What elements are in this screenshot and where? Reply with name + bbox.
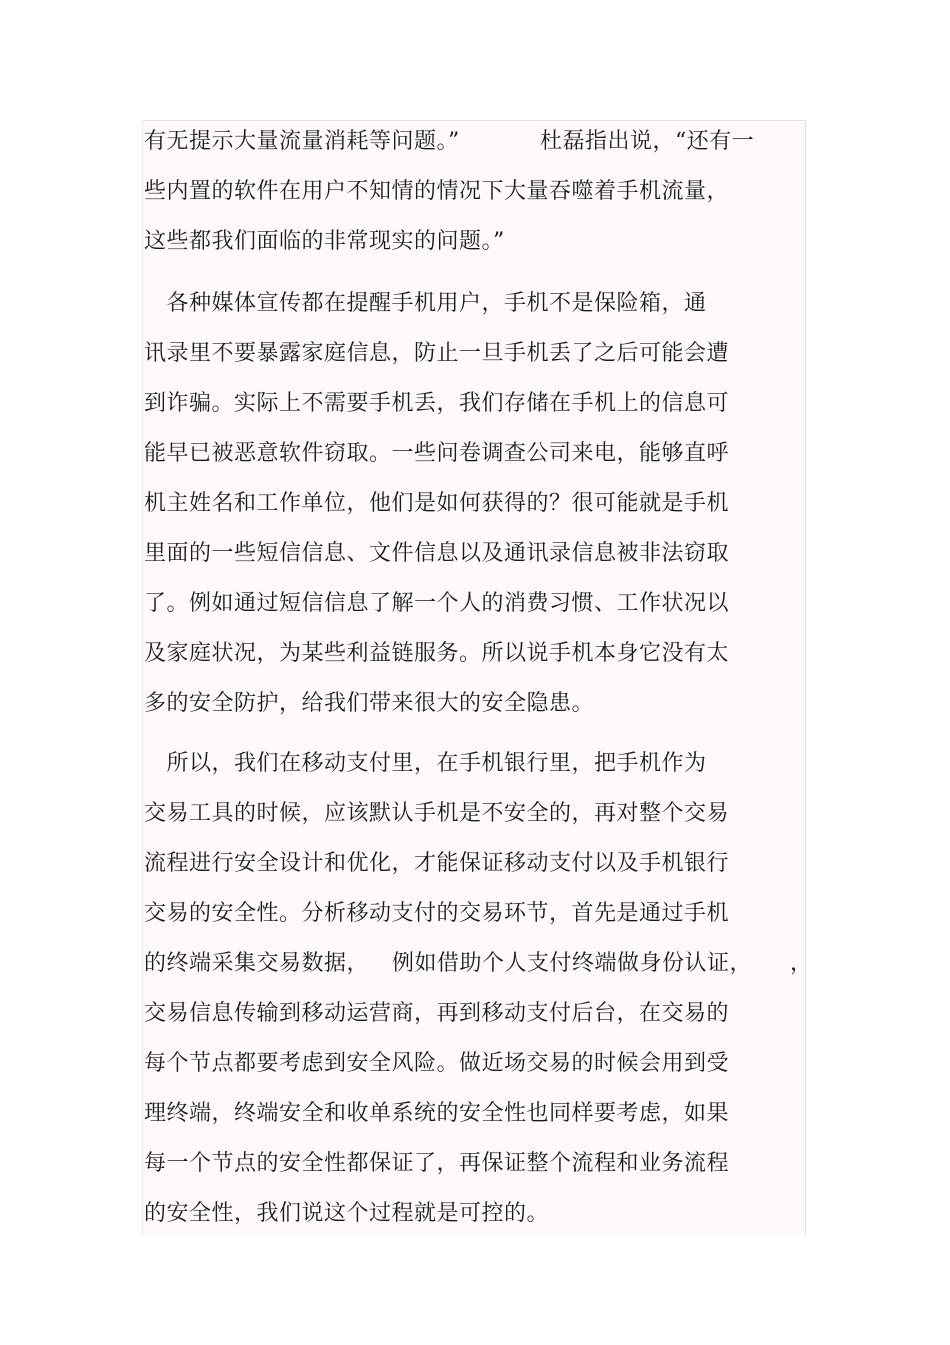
text-line-2: 些内置的软件在用户不知情的情况下大量吞噬着手机流量， — [144, 179, 730, 204]
text-line-8: 机主姓名和工作单位，他们是如何获得的？很可能就是手机 — [144, 491, 730, 516]
text-line-18: 交易信息传输到移动运营商，再到移动支付后台，在交易的 — [144, 1001, 730, 1026]
text-line-16: 交易的安全性。分析移动支付的交易环节，首先是通过手机 — [144, 901, 730, 926]
text-line-15: 流程进行安全设计和优化，才能保证移动支付以及手机银行 — [144, 851, 730, 876]
text-line-17-mid: 例如借助个人支付终端做身份认证， — [392, 951, 753, 976]
text-line-4: 各种媒体宣传都在提醒手机用户，手机不是保险箱，通 — [144, 291, 707, 316]
text-line-13: 所以，我们在移动支付里，在手机银行里，把手机作为 — [144, 751, 707, 776]
text-line-5: 讯录里不要暴露家庭信息，防止一旦手机丢了之后可能会遭 — [144, 341, 730, 366]
text-line-14: 交易工具的时候，应该默认手机是不安全的，再对整个交易 — [144, 801, 730, 826]
text-line-10: 了。例如通过短信信息了解一个人的消费习惯、工作状况以 — [144, 591, 730, 616]
text-line-19: 每个节点都要考虑到安全风险。做近场交易的时候会用到受 — [144, 1051, 730, 1076]
text-line-3: 这些都我们面临的非常现实的问题。” — [144, 229, 505, 254]
text-line-11: 及家庭状况，为某些利益链服务。所以说手机本身它没有太 — [144, 641, 730, 666]
text-line-12: 多的安全防护，给我们带来很大的安全隐患。 — [144, 691, 595, 716]
text-line-1: 有无提示大量流量消耗等问题。” — [144, 129, 460, 154]
text-line-21: 每一个节点的安全性都保证了，再保证整个流程和业务流程 — [144, 1151, 730, 1176]
text-line-9: 里面的一些短信信息、文件信息以及通讯录信息被非法窃取 — [144, 541, 730, 566]
text-line-17: 的终端采集交易数据， — [144, 951, 370, 976]
text-line-17-end: ， — [790, 951, 813, 976]
text-line-1-right: 杜磊指出说，“还有一 — [540, 129, 755, 154]
text-line-6: 到诈骗。实际上不需要手机丢，我们存储在手机上的信息可 — [144, 391, 730, 416]
text-line-7: 能早已被恶意软件窃取。一些问卷调查公司来电，能够直呼 — [144, 441, 730, 466]
text-line-22: 的安全性，我们说这个过程就是可控的。 — [144, 1201, 550, 1226]
text-line-20: 理终端，终端安全和收单系统的安全性也同样要考虑，如果 — [144, 1101, 730, 1126]
